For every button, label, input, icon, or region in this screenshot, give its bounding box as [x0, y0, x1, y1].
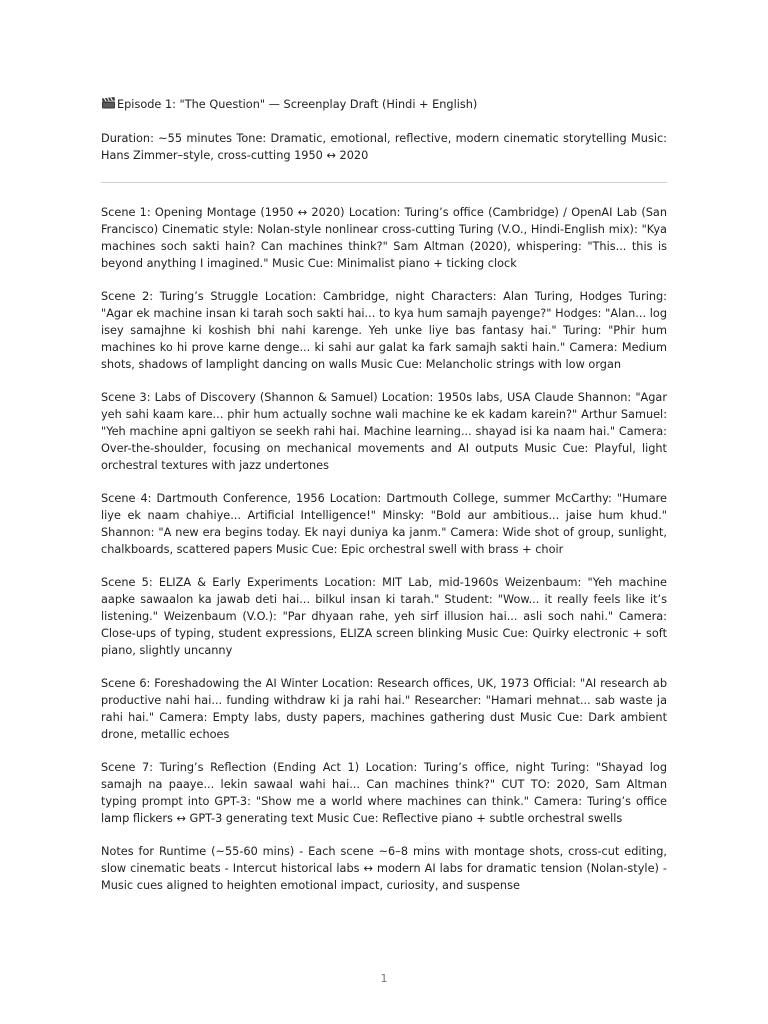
- scene-7-paragraph: Scene 7: Turing’s Reflection (Ending Act 1) Location: Turing’s office, night Turing: "Shayad log samajh na paaye... lekin sawaal wahi hai... Can machines think?" CUT TO: 2020, Sam Altman typing prompt into GPT-3: "Show me a world where machines can think." Camera: Turing’s office lamp flickers ↔ GPT-3 generating text Music Cue: Reflective piano + subtle orchestral swells: [101, 761, 667, 825]
- clapperboard-icon: [101, 97, 116, 109]
- scene-2-paragraph: Scene 2: Turing’s Struggle Location: Cambridge, night Characters: Alan Turing, Hodges Turing: "Agar ek machine insan ki tarah soch sakti hai... to kya hum samajh payenge?" Hodges: "Alan... log isey samajhne ki koshish bhi nahi karenge. Yeh unke liye bas fantasy hai." Turing: "Phir hum machines ko hi prove karne denge... ki sahi aur galat ka fark samajh sakti hain." Camera: Medium shots, shadows of lamplight dancing on walls Music Cue: Melancholic strings with low organ: [101, 290, 667, 371]
- scene-6-paragraph: Scene 6: Foreshadowing the AI Winter Location: Research offices, UK, 1973 Official: "AI research ab productive nahi hai... funding withdraw ki ja rahi hai." Researcher: "Hamari mehnat... sab waste ja rahi hai." Camera: Empty labs, dusty papers, machines gathering dust Music Cue: Dark ambient drone, metallic echoes: [101, 677, 667, 741]
- document-title: Episode 1: "The Question" — Screenplay Draft (Hindi + English): [117, 98, 478, 111]
- document-title-line: [101, 96, 667, 113]
- scene-3-paragraph: Scene 3: Labs of Discovery (Shannon & Samuel) Location: 1950s labs, USA Claude Shannon: "Agar yeh sahi kaam kare... phir hum actually sochne wali machine ke ek kadam karein?" Arthur Samuel: "Yeh machine apni galtiyon se seekh rahi hai. Machine learning... shayad isi ka naam hai." Camera: Over-the-shoulder, focusing on mechanical movements and AI outputs Music Cue: Playful, light orchestral textures with jazz undertones: [101, 391, 667, 472]
- scene-1-paragraph: Scene 1: Opening Montage (1950 ↔ 2020) Location: Turing’s office (Cambridge) / OpenAI Lab (San Francisco) Cinematic style: Nolan-style nonlinear cross-cutting Turing (V.O., Hindi-English mix): "Kya machines soch sakti hain? Can machines think?" Sam Altman (2020), whispering: "This... this is beyond anything I imagined." Music Cue: Minimalist piano + ticking clock: [101, 206, 667, 270]
- document-meta: Duration: ~55 minutes Tone: Dramatic, emotional, reflective, modern cinematic storytelling Music: Hans Zimmer–style, cross-cutting 1950 ↔ 2020: [101, 132, 667, 162]
- section-divider: [101, 182, 667, 183]
- runtime-notes-paragraph: Notes for Runtime (~55-60 mins) - Each scene ~6–8 mins with montage shots, cross-cut editing, slow cinematic beats - Intercut historical labs ↔ modern AI labs for dramatic tension (Nolan-style) - Music cues aligned to heighten emotional impact, curiosity, and suspense: [101, 845, 667, 892]
- scene-5-paragraph: Scene 5: ELIZA & Early Experiments Location: MIT Lab, mid-1960s Weizenbaum: "Yeh machine aapke sawaalon ka jawab deti hai... bilkul insan ki tarah." Student: "Wow... it really feels like it’s listening." Weizenbaum (V.O.): "Par dhyaan rahe, yeh sirf illusion hai... asli soch nahi." Camera: Close-ups of typing, student expressions, ELIZA screen blinking Music Cue: Quirky electronic + soft piano, slightly uncanny: [101, 576, 667, 657]
- page-number: 1: [380, 972, 388, 985]
- scene-4-paragraph: Scene 4: Dartmouth Conference, 1956 Location: Dartmouth College, summer McCarthy: "Humare liye ek naam chahiye... Artificial Intelligence!" Minsky: "Bold aur ambitious... jaise hum khud." Shannon: "A new era begins today. Ek nayi duniya ka janm." Camera: Wide shot of group, sunlight, chalkboards, scattered papers Music Cue: Epic orchestral swell with brass + choir: [101, 492, 667, 556]
- document-page: [101, 96, 667, 910]
